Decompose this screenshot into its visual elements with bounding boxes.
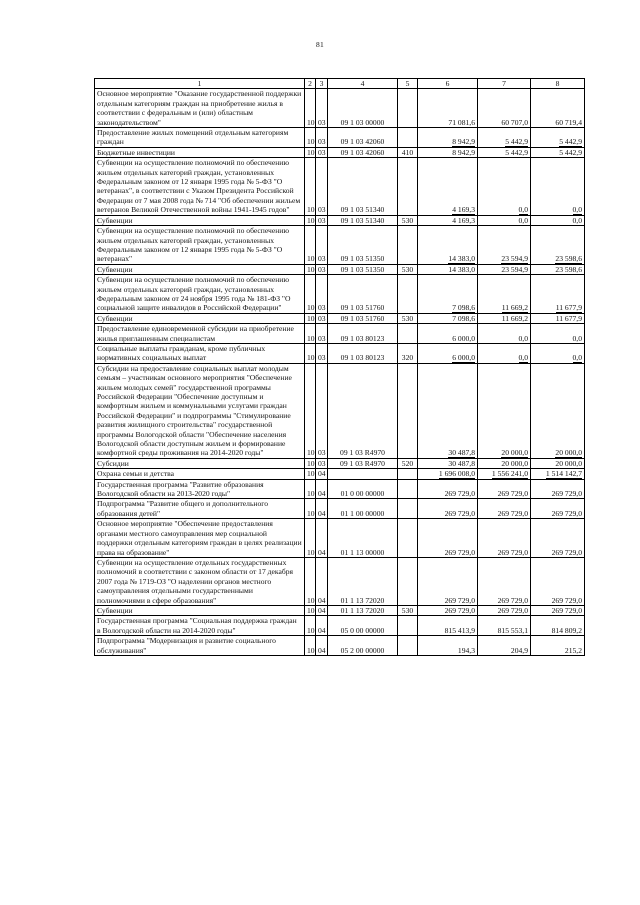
row-section-code: 10: [305, 147, 316, 157]
row-amount-col7: [478, 458, 531, 468]
row-target-article: 09 1 03 42060: [328, 128, 398, 148]
table-row: [95, 479, 585, 499]
amount-value: 11 669,2: [501, 303, 528, 313]
row-name: Основное мероприятие "Оказание государственной поддержки отдельным категориям граждан на приобретение жилья в соответствии с федеральным и (или) областным законодательством": [95, 89, 305, 128]
amount-value: 215,2: [564, 645, 582, 655]
amount-value: 1 696 008,0: [438, 469, 475, 479]
row-name: Субвенции на осуществление полномочий по обеспечению жильем отдельных категорий граждан, установленных Федеральным законом от 12 января 1995 года № 5-ФЗ "О ветеранах": [95, 226, 305, 265]
row-subsection-code: 03: [316, 226, 328, 265]
amount-value: 269 729,0: [497, 489, 528, 499]
amount-value: 269 729,0: [551, 547, 582, 557]
row-section-code: 10: [305, 469, 316, 479]
row-amount-col8: [531, 275, 585, 314]
amount-value: 269 729,0: [551, 595, 582, 605]
amount-value: 6 000,0: [452, 353, 475, 363]
row-amount-col7: [478, 147, 531, 157]
row-amount-col6: [418, 215, 478, 225]
amount-value: 30 487,8: [448, 448, 475, 458]
row-subsection-code: 04: [316, 557, 328, 605]
row-section-code: 10: [305, 128, 316, 148]
amount-value: 6 000,0: [452, 333, 475, 343]
row-subsection-code: 03: [316, 215, 328, 225]
table-row: [95, 469, 585, 479]
amount-value: 8 942,9: [452, 137, 475, 147]
row-subsection-code: 03: [316, 89, 328, 128]
table-row: [95, 458, 585, 468]
row-amount-col8: [531, 519, 585, 558]
row-amount-col6: [418, 89, 478, 128]
table-row: [95, 89, 585, 128]
table-row: [95, 519, 585, 558]
row-amount-col8: [531, 458, 585, 468]
amount-value: 11 669,2: [501, 313, 528, 323]
row-subsection-code: 03: [316, 128, 328, 148]
amount-value: 194,3: [457, 645, 475, 655]
row-section-code: 10: [305, 226, 316, 265]
amount-value: 0,0: [572, 215, 582, 225]
row-amount-col8: [531, 605, 585, 615]
row-target-article: 09 1 03 51760: [328, 313, 398, 323]
amount-value: 0,0: [572, 353, 582, 363]
table-row: [95, 557, 585, 605]
table-row: [95, 158, 585, 215]
row-expense-type: [398, 128, 418, 148]
row-amount-col8: [531, 363, 585, 458]
column-header: 7: [478, 79, 531, 89]
row-amount-col8: [531, 89, 585, 128]
table-row: [95, 313, 585, 323]
row-expense-type: [398, 557, 418, 605]
header-row: [95, 79, 585, 89]
row-expense-type: 320: [398, 343, 418, 363]
row-amount-col7: [478, 215, 531, 225]
amount-value: 204,9: [510, 645, 528, 655]
amount-value: 269 729,0: [444, 547, 475, 557]
row-target-article: 09 1 03 80123: [328, 324, 398, 344]
row-section-code: 10: [305, 557, 316, 605]
amount-value: 60 707,0: [501, 117, 528, 127]
row-name: Субвенции: [95, 313, 305, 323]
amount-value: 23 598,6: [555, 264, 582, 274]
row-amount-col8: [531, 128, 585, 148]
table-row: [95, 275, 585, 314]
table-row: [95, 128, 585, 148]
row-amount-col6: [418, 275, 478, 314]
row-section-code: 10: [305, 215, 316, 225]
row-name: Субвенции на осуществление полномочий по обеспечению жильем отдельных категорий граждан, установленных Федеральным законом от 12 января 1995 года № 5-ФЗ "О ветеранах", в соответствии с Указом Президента Российской Федерации от 7 мая 2008 года № 714 "Об обеспечении жильем ветеранов Великой Отечественной войны 1941-1945 годов": [95, 158, 305, 215]
row-section-code: 10: [305, 636, 316, 656]
row-amount-col8: [531, 557, 585, 605]
table-row: [95, 605, 585, 615]
row-expense-type: [398, 636, 418, 656]
row-amount-col8: [531, 479, 585, 499]
row-subsection-code: 04: [316, 519, 328, 558]
row-target-article: 05 2 00 00000: [328, 636, 398, 656]
budget-table: [94, 78, 585, 656]
amount-value: 815 413,9: [444, 625, 475, 635]
row-expense-type: [398, 89, 418, 128]
row-name: Субвенции: [95, 215, 305, 225]
row-target-article: 01 1 00 00000: [328, 499, 398, 519]
row-amount-col6: [418, 147, 478, 157]
row-amount-col6: [418, 324, 478, 344]
row-amount-col7: [478, 479, 531, 499]
row-section-code: 10: [305, 616, 316, 636]
row-name: Предоставление жилых помещений отдельным категориям граждан: [95, 128, 305, 148]
row-expense-type: [398, 499, 418, 519]
amount-value: 23 594,9: [501, 254, 528, 264]
row-subsection-code: 04: [316, 469, 328, 479]
row-target-article: 09 1 03 R4970: [328, 363, 398, 458]
table-row: [95, 324, 585, 344]
row-amount-col6: [418, 313, 478, 323]
row-target-article: 01 1 13 72020: [328, 605, 398, 615]
row-amount-col7: [478, 158, 531, 215]
amount-value: 4 169,3: [452, 205, 475, 215]
row-subsection-code: 03: [316, 313, 328, 323]
amount-value: 20 000,0: [555, 458, 582, 468]
row-amount-col6: [418, 499, 478, 519]
row-name: Субсидии: [95, 458, 305, 468]
row-target-article: 09 1 03 51350: [328, 226, 398, 265]
row-expense-type: [398, 469, 418, 479]
row-target-article: 09 1 03 51340: [328, 158, 398, 215]
row-amount-col6: [418, 479, 478, 499]
amount-value: 269 729,0: [444, 508, 475, 518]
row-name: Государственная программа "Социальная поддержка граждан в Вологодской области на 2014-2020 годы": [95, 616, 305, 636]
row-section-code: 10: [305, 343, 316, 363]
amount-value: 5 442,9: [559, 147, 582, 157]
row-section-code: 10: [305, 458, 316, 468]
row-section-code: 10: [305, 324, 316, 344]
amount-value: 7 098,6: [452, 303, 475, 313]
row-amount-col7: [478, 89, 531, 128]
row-subsection-code: 04: [316, 616, 328, 636]
row-expense-type: 530: [398, 605, 418, 615]
amount-value: 8 942,9: [452, 147, 475, 157]
row-amount-col7: [478, 275, 531, 314]
row-expense-type: 530: [398, 264, 418, 274]
table-row: [95, 499, 585, 519]
row-target-article: 09 1 03 R4970: [328, 458, 398, 468]
row-name: Субвенции на осуществление отдельных государственных полномочий в соответствии с законом области от 17 декабря 2007 года № 1719-ОЗ "О наделении органов местного самоуправления отдельными государственными полномочиями в сфере образования": [95, 557, 305, 605]
row-amount-col7: [478, 605, 531, 615]
row-amount-col7: [478, 226, 531, 265]
table-row: [95, 363, 585, 458]
amount-value: 269 729,0: [444, 595, 475, 605]
row-amount-col7: [478, 343, 531, 363]
amount-value: 71 081,6: [448, 117, 475, 127]
row-amount-col6: [418, 605, 478, 615]
amount-value: 14 383,0: [448, 254, 475, 264]
row-amount-col6: [418, 128, 478, 148]
amount-value: 0,0: [518, 205, 528, 215]
row-section-code: 10: [305, 605, 316, 615]
table-row: [95, 616, 585, 636]
amount-value: 0,0: [572, 333, 582, 343]
amount-value: 0,0: [518, 215, 528, 225]
row-section-code: 10: [305, 89, 316, 128]
table-row: [95, 343, 585, 363]
amount-value: 269 729,0: [444, 605, 475, 615]
row-expense-type: 530: [398, 215, 418, 225]
row-expense-type: [398, 479, 418, 499]
row-subsection-code: 03: [316, 324, 328, 344]
row-subsection-code: 03: [316, 343, 328, 363]
row-target-article: 05 0 00 00000: [328, 616, 398, 636]
row-amount-col8: [531, 215, 585, 225]
row-amount-col8: [531, 313, 585, 323]
row-name: Государственная программа "Развитие образования Вологодской области на 2013-2020 годы": [95, 479, 305, 499]
row-name: Подпрограмма "Развитие общего и дополнительного образования детей": [95, 499, 305, 519]
amount-value: 5 442,9: [505, 147, 528, 157]
table-row: [95, 226, 585, 265]
row-target-article: 09 1 03 51350: [328, 264, 398, 274]
row-expense-type: [398, 363, 418, 458]
row-amount-col6: [418, 458, 478, 468]
row-amount-col7: [478, 557, 531, 605]
amount-value: 5 442,9: [559, 137, 582, 147]
row-amount-col8: [531, 616, 585, 636]
page-number: 81: [315, 40, 325, 49]
row-amount-col6: [418, 363, 478, 458]
row-amount-col6: [418, 158, 478, 215]
column-header: 6: [418, 79, 478, 89]
row-amount-col7: [478, 636, 531, 656]
amount-value: 269 729,0: [551, 489, 582, 499]
table-row: [95, 147, 585, 157]
row-target-article: 01 1 13 00000: [328, 519, 398, 558]
row-name: Субвенции на осуществление полномочий по обеспечению жильем отдельных категорий граждан, установленных Федеральным законом от 24 ноября 1995 года № 181-ФЗ "О социальной защите инвалидов в Российской Федерации": [95, 275, 305, 314]
row-amount-col6: [418, 636, 478, 656]
row-name: Основное мероприятие "Обеспечение предоставления органами местного самоуправления мер социальной поддержки отдельным категориям граждан в целях реализации права на образование": [95, 519, 305, 558]
row-amount-col6: [418, 343, 478, 363]
row-amount-col7: [478, 363, 531, 458]
row-target-article: 09 1 03 00000: [328, 89, 398, 128]
row-target-article: 09 1 03 51760: [328, 275, 398, 314]
row-target-article: 09 1 03 51340: [328, 215, 398, 225]
amount-value: 30 487,8: [448, 458, 475, 468]
table-row: [95, 636, 585, 656]
amount-value: 269 729,0: [497, 547, 528, 557]
column-header: 5: [398, 79, 418, 89]
row-subsection-code: 04: [316, 499, 328, 519]
row-amount-col8: [531, 499, 585, 519]
row-section-code: 10: [305, 313, 316, 323]
amount-value: 7 098,6: [452, 313, 475, 323]
row-section-code: 10: [305, 479, 316, 499]
amount-value: 1 556 241,0: [491, 469, 528, 479]
amount-value: 269 729,0: [551, 605, 582, 615]
row-expense-type: 410: [398, 147, 418, 157]
row-subsection-code: 04: [316, 636, 328, 656]
amount-value: 269 729,0: [497, 595, 528, 605]
row-amount-col6: [418, 616, 478, 636]
row-target-article: 09 1 03 42060: [328, 147, 398, 157]
row-subsection-code: 03: [316, 363, 328, 458]
row-amount-col8: [531, 324, 585, 344]
amount-value: 11 677,9: [555, 303, 582, 313]
column-header: 4: [328, 79, 398, 89]
amount-value: 269 729,0: [444, 489, 475, 499]
row-amount-col6: [418, 519, 478, 558]
row-subsection-code: 03: [316, 458, 328, 468]
row-amount-col8: [531, 158, 585, 215]
row-expense-type: [398, 275, 418, 314]
row-name: Субвенции: [95, 264, 305, 274]
amount-value: 20 000,0: [501, 448, 528, 458]
amount-value: 20 000,0: [555, 448, 582, 458]
row-expense-type: [398, 324, 418, 344]
row-subsection-code: 03: [316, 147, 328, 157]
row-name: Предоставление единовременной субсидии на приобретение жилья приглашенным специалистам: [95, 324, 305, 344]
row-name: Охрана семьи и детства: [95, 469, 305, 479]
row-expense-type: 530: [398, 313, 418, 323]
amount-value: 11 677,9: [555, 313, 582, 323]
row-amount-col8: [531, 343, 585, 363]
amount-value: 60 719,4: [555, 117, 582, 127]
row-amount-col8: [531, 226, 585, 265]
amount-value: 23 598,6: [555, 254, 582, 264]
amount-value: 20 000,0: [501, 458, 528, 468]
row-section-code: 10: [305, 158, 316, 215]
amount-value: 269 729,0: [551, 508, 582, 518]
row-section-code: 10: [305, 275, 316, 314]
row-amount-col6: [418, 226, 478, 265]
amount-value: 0,0: [518, 333, 528, 343]
row-subsection-code: 03: [316, 264, 328, 274]
amount-value: 1 514 142,7: [545, 469, 582, 479]
row-name: Субвенции: [95, 605, 305, 615]
row-name: Субсидии на предоставление социальных выплат молодым семьям – участникам основного мероприятия "Обеспечение жильем молодых семей" государственной программы Российской Федерации "Обеспечение доступным и комфортным жильем и коммунальными услугами граждан Российской Федерации" и подпрограммы "Стимулирование развития жилищного строительства" государственной программы Вологодской области "Обеспечение населения Вологодской области доступным жильем и формирование комфортной среды проживания на 2014-2020 годы": [95, 363, 305, 458]
row-amount-col7: [478, 128, 531, 148]
row-expense-type: [398, 616, 418, 636]
row-expense-type: [398, 158, 418, 215]
amount-value: 815 553,1: [497, 625, 528, 635]
row-name: Социальные выплаты гражданам, кроме публичных нормативных социальных выплат: [95, 343, 305, 363]
column-header: 8: [531, 79, 585, 89]
table-row: [95, 264, 585, 274]
column-header: 2: [305, 79, 316, 89]
row-amount-col7: [478, 616, 531, 636]
row-amount-col6: [418, 557, 478, 605]
amount-value: 23 594,9: [501, 264, 528, 274]
column-header: 1: [95, 79, 305, 89]
row-amount-col8: [531, 636, 585, 656]
amount-value: 0,0: [572, 205, 582, 215]
row-amount-col7: [478, 519, 531, 558]
row-name: Подпрограмма "Модернизация и развитие социального обслуживания": [95, 636, 305, 656]
row-expense-type: 520: [398, 458, 418, 468]
row-section-code: 10: [305, 264, 316, 274]
row-section-code: 10: [305, 519, 316, 558]
column-header: 3: [316, 79, 328, 89]
amount-value: 0,0: [518, 353, 528, 363]
row-expense-type: [398, 226, 418, 265]
amount-value: 14 383,0: [448, 264, 475, 274]
row-amount-col7: [478, 324, 531, 344]
row-target-article: 01 1 13 72020: [328, 557, 398, 605]
row-amount-col7: [478, 313, 531, 323]
amount-value: 814 809,2: [551, 625, 582, 635]
amount-value: 269 729,0: [497, 605, 528, 615]
row-amount-col7: [478, 264, 531, 274]
row-amount-col7: [478, 499, 531, 519]
row-section-code: 10: [305, 363, 316, 458]
row-section-code: 10: [305, 499, 316, 519]
row-amount-col8: [531, 469, 585, 479]
row-amount-col6: [418, 264, 478, 274]
row-subsection-code: 04: [316, 605, 328, 615]
row-amount-col8: [531, 147, 585, 157]
row-target-article: 09 1 03 80123: [328, 343, 398, 363]
row-target-article: 01 0 00 00000: [328, 479, 398, 499]
row-amount-col7: [478, 469, 531, 479]
table-row: [95, 215, 585, 225]
amount-value: 4 169,3: [452, 215, 475, 225]
row-amount-col8: [531, 264, 585, 274]
row-subsection-code: 03: [316, 275, 328, 314]
row-subsection-code: 03: [316, 158, 328, 215]
row-amount-col6: [418, 469, 478, 479]
amount-value: 269 729,0: [497, 508, 528, 518]
row-subsection-code: 04: [316, 479, 328, 499]
row-expense-type: [398, 519, 418, 558]
row-name: Бюджетные инвестиции: [95, 147, 305, 157]
amount-value: 5 442,9: [505, 137, 528, 147]
row-target-article: [328, 469, 398, 479]
